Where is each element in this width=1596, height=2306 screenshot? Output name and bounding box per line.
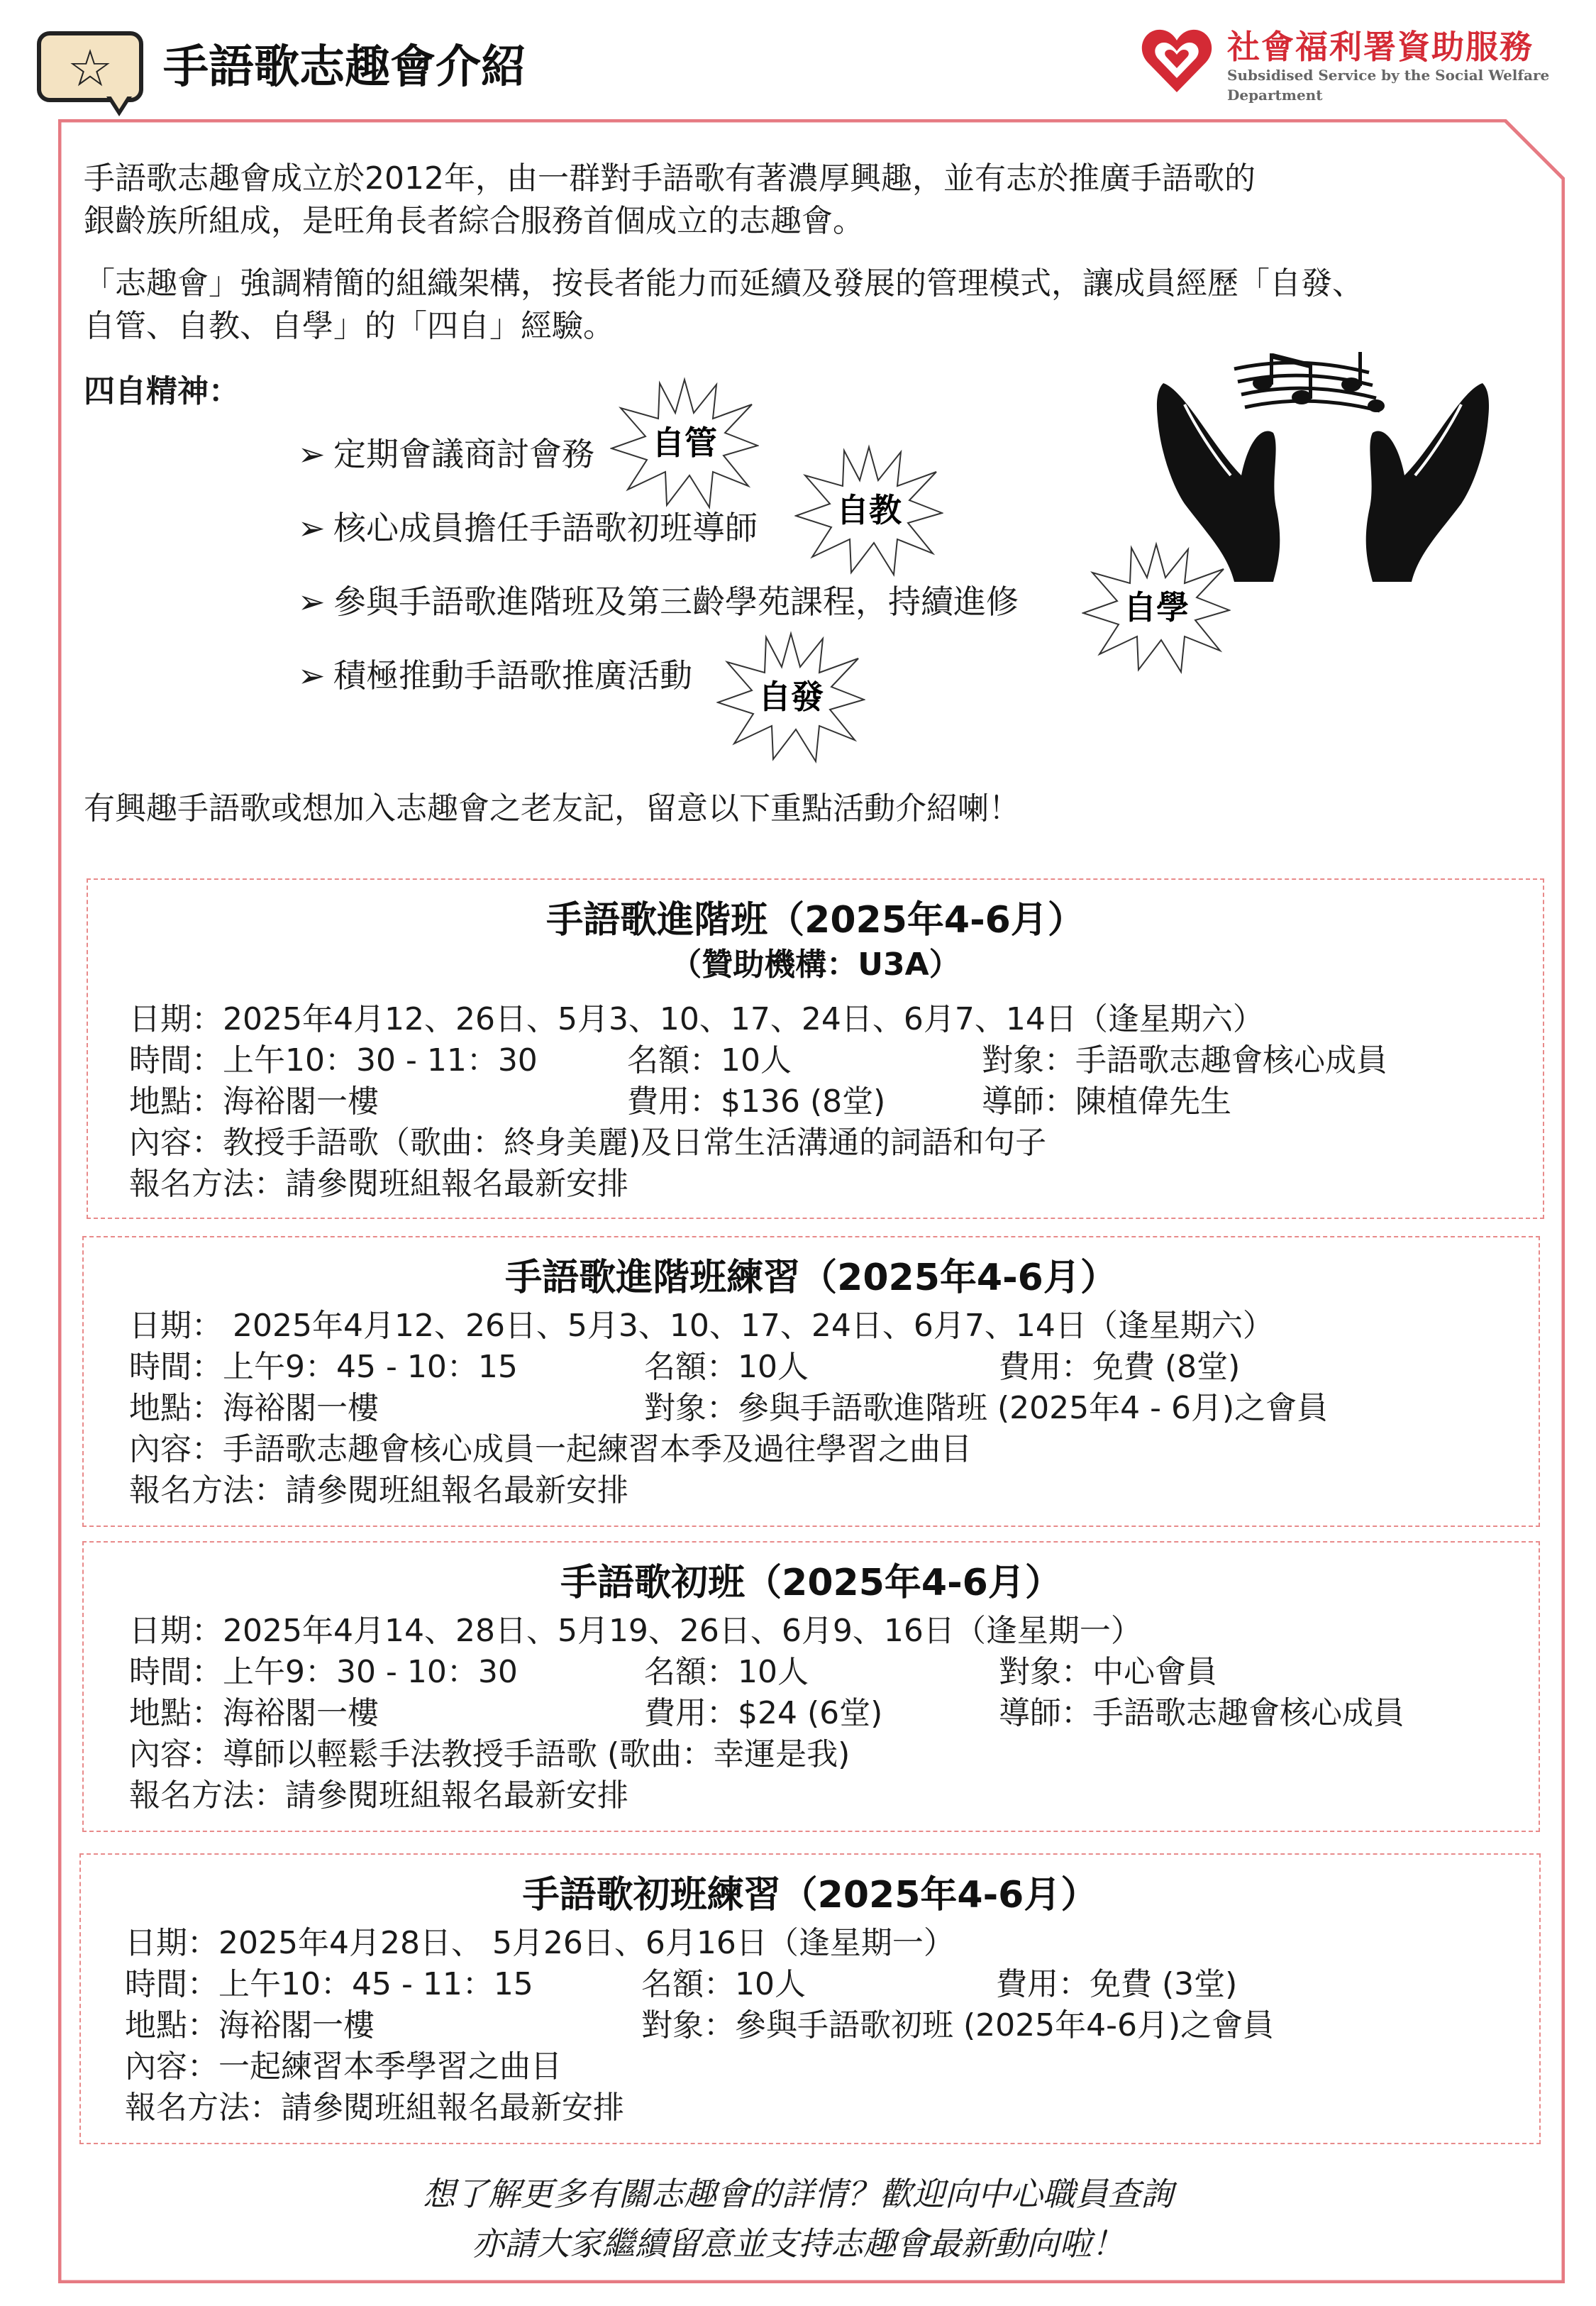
- class-time: 時間：上午10：30 - 11：30: [129, 1042, 538, 1078]
- spirit-bullet: [298, 580, 1019, 623]
- arrow-icon: ➢: [298, 509, 326, 547]
- burst-text: 自學: [1124, 588, 1189, 627]
- hands-music-icon: [1156, 341, 1490, 582]
- section-sponsor: （贊助機構：U3A）: [670, 947, 960, 983]
- burst-text: 自教: [836, 491, 902, 529]
- class-section-beginner: [82, 1541, 1540, 1832]
- class-quota: 名額：10人: [641, 1966, 806, 2002]
- star-icon: ☆: [67, 38, 113, 98]
- intro-closing: 有興趣手語歌或想加入志趣會之老友記，留意以下重點活動介紹喇！: [84, 790, 1020, 827]
- class-target: 對象：參與手語歌進階班 (2025年4 - 6月)之會員: [644, 1390, 1329, 1426]
- logo-english-text: Subsidised Service by the Social Welfare Department: [1227, 67, 1550, 104]
- spirit-bullet: [298, 507, 758, 549]
- section-title: 手語歌初班（2025年4-6月）: [560, 1562, 1062, 1604]
- class-time: 時間：上午9：30 - 10：30: [129, 1654, 518, 1690]
- section-title: 手語歌初班練習（2025年4-6月）: [522, 1874, 1098, 1916]
- class-signup: 報名方法：請參閱班組報名最新安排: [129, 1777, 628, 1814]
- bullet-text: 參與手語歌進階班及第三齡學苑課程，持續進修: [333, 583, 1019, 621]
- page-title: 手語歌志趣會介紹: [163, 41, 526, 94]
- class-time: 時間：上午10：45 - 11：15: [125, 1966, 533, 2002]
- burst-text: 自管: [652, 424, 717, 462]
- class-target: 對象：中心會員: [999, 1654, 1217, 1690]
- class-quota: 名額：10人: [644, 1654, 809, 1690]
- bullet-text: 核心成員擔任手語歌初班導師: [333, 509, 758, 547]
- star-badge: [37, 31, 143, 102]
- burst-text: 自發: [758, 678, 824, 716]
- arrow-icon: ➢: [298, 656, 326, 695]
- class-target: 對象：參與手語歌初班 (2025年4-6月)之會員: [641, 2007, 1275, 2043]
- class-date: 日期：2025年4月14、28日、5月19、26日、6月9、16日（逢星期一）: [129, 1613, 1142, 1649]
- class-section-beginner-practice: [79, 1853, 1541, 2144]
- class-section-advanced: [87, 878, 1544, 1219]
- badge-tail-fill: [109, 94, 129, 109]
- class-signup: 報名方法：請參閱班組報名最新安排: [129, 1472, 628, 1508]
- class-instructor: 導師：陳植偉先生: [982, 1083, 1231, 1120]
- footer-line: 亦請大家繼續留意並支持志趣會最新動向啦！: [472, 2224, 1124, 2263]
- class-section-advanced-practice: [82, 1236, 1540, 1527]
- intro-line: 銀齡族所組成，是旺角長者綜合服務首個成立的志趣會。: [84, 203, 864, 239]
- section-title: 手語歌進階班練習（2025年4-6月）: [505, 1257, 1117, 1299]
- swd-heart-logo-icon: [1138, 21, 1216, 99]
- logo-chinese-text: 社會福利署資助服務: [1227, 28, 1534, 66]
- burst-tag-self-initiative: [716, 630, 865, 765]
- arrow-icon: ➢: [298, 435, 326, 473]
- burst-tag-self-management: [610, 376, 759, 511]
- burst-tag-self-teaching: [794, 443, 943, 578]
- class-signup: 報名方法：請參閱班組報名最新安排: [129, 1166, 628, 1202]
- class-venue: 地點：海裕閣一樓: [129, 1083, 379, 1120]
- intro-line: 自管、自教、自學」的「四自」經驗。: [84, 308, 614, 344]
- class-venue: 地點：海裕閣一樓: [129, 1390, 379, 1426]
- spirit-bullet: [298, 433, 594, 475]
- section-title: 手語歌進階班（2025年4-6月）: [546, 899, 1085, 942]
- spirit-heading: 四自精神：: [84, 373, 240, 409]
- bullet-text: 定期會議商討會務: [333, 435, 594, 473]
- arrow-icon: ➢: [298, 583, 326, 621]
- class-quota: 名額：10人: [627, 1042, 792, 1078]
- class-instructor: 導師：手語歌志趣會核心成員: [999, 1695, 1404, 1731]
- class-quota: 名額：10人: [644, 1349, 809, 1385]
- class-fee: 費用：$24 (6堂): [644, 1695, 883, 1731]
- class-fee: 費用：免費 (3堂): [996, 1966, 1238, 2002]
- class-date: 日期：2025年4月12、26日、5月3、10、17、24日、6月7、14日（逢星期六）: [129, 1001, 1264, 1037]
- class-venue: 地點：海裕閣一樓: [125, 2007, 375, 2043]
- class-date: 日期： 2025年4月12、26日、5月3、10、17、24日、6月7、14日（逢星期六）: [129, 1308, 1274, 1344]
- class-content: 內容：手語歌志趣會核心成員一起練習本季及過往學習之曲目: [129, 1431, 972, 1467]
- class-fee: 費用：免費 (8堂): [999, 1349, 1241, 1385]
- footer-line: 想了解更多有關志趣會的詳情？歡迎向中心職員查詢: [423, 2175, 1173, 2213]
- class-target: 對象：手語歌志趣會核心成員: [982, 1042, 1387, 1078]
- class-content: 內容：一起練習本季學習之曲目: [125, 2048, 562, 2085]
- class-time: 時間：上午9：45 - 10：15: [129, 1349, 518, 1385]
- spirit-bullet: [298, 654, 692, 697]
- class-fee: 費用：$136 (8堂): [627, 1083, 886, 1120]
- intro-line: 「志趣會」強調精簡的組織架構，按長者能力而延續及發展的管理模式，讓成員經歷「自發、: [84, 265, 1363, 302]
- class-venue: 地點：海裕閣一樓: [129, 1695, 379, 1731]
- class-signup: 報名方法：請參閱班組報名最新安排: [125, 2090, 624, 2126]
- bullet-text: 積極推動手語歌推廣活動: [333, 656, 692, 695]
- class-content: 內容：導師以輕鬆手法教授手語歌 (歌曲：幸運是我): [129, 1736, 850, 1772]
- class-date: 日期：2025年4月28日、 5月26日、6月16日（逢星期一）: [125, 1925, 955, 1961]
- class-content: 內容：教授手語歌（歌曲：終身美麗)及日常生活溝通的詞語和句子: [129, 1125, 1047, 1161]
- intro-line: 手語歌志趣會成立於2012年，由一群對手語歌有著濃厚興趣，並有志於推廣手語歌的: [84, 160, 1256, 197]
